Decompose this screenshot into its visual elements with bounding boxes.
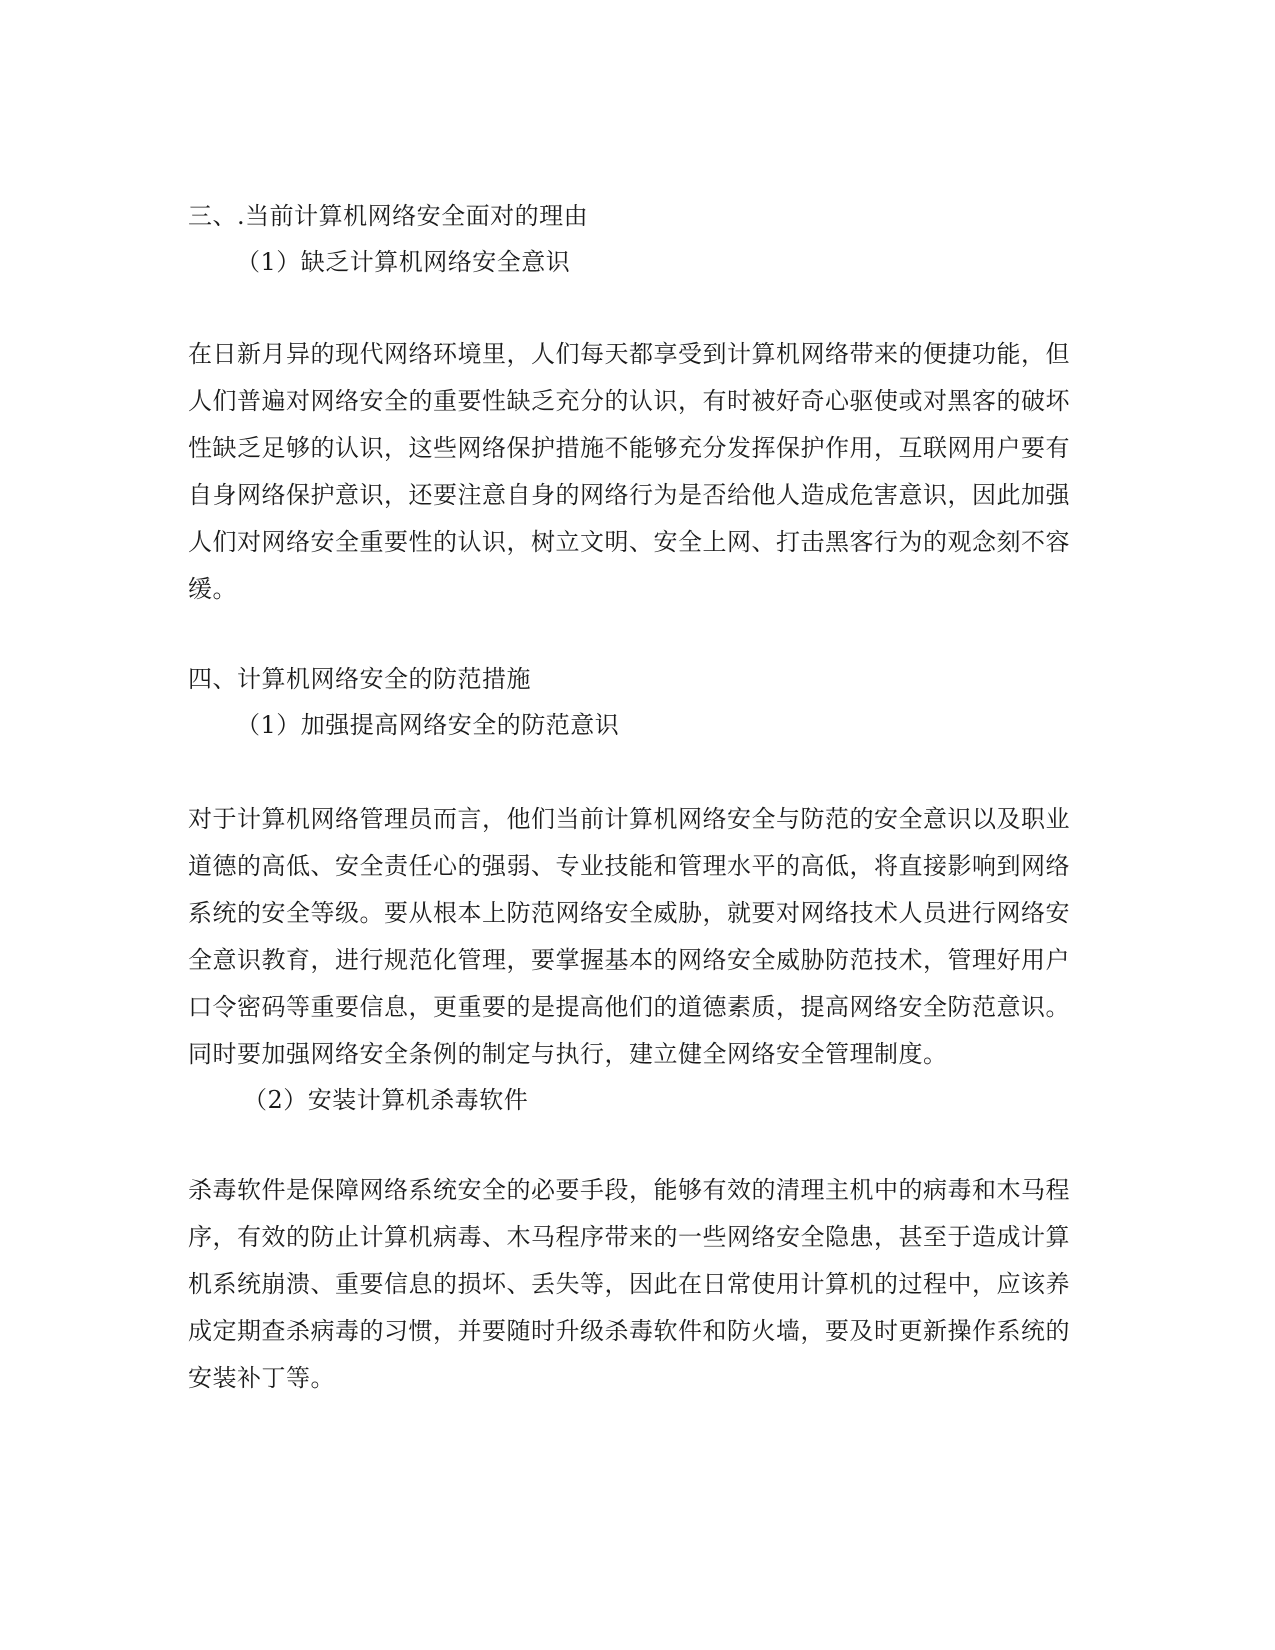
paragraph-line: 自身网络保护意识，还要注意自身的网络行为是否给他人造成危害意识，因此加强 — [188, 481, 1070, 509]
section-3-subheading: （1）缺乏计算机网络安全意识 — [236, 248, 571, 276]
paragraph-line: 全意识教育，进行规范化管理，要掌握基本的网络安全威胁防范技术，管理好用户 — [188, 946, 1070, 974]
paragraph-line: 道德的高低、安全责任心的强弱、专业技能和管理水平的高低，将直接影响到网络 — [188, 852, 1070, 880]
paragraph-line: 成定期查杀病毒的习惯，并要随时升级杀毒软件和防火墙，要及时更新操作系统的 — [188, 1317, 1070, 1345]
section-4-heading: 四、计算机网络安全的防范措施 — [188, 665, 531, 693]
paragraph-line: 在日新月异的现代网络环境里，人们每天都享受到计算机网络带来的便捷功能，但 — [188, 340, 1070, 368]
section-3-heading: 三、.当前计算机网络安全面对的理由 — [188, 202, 589, 230]
paragraph-line: 同时要加强网络安全条例的制定与执行，建立健全网络安全管理制度。 — [188, 1040, 948, 1068]
paragraph-line: 人们对网络安全重要性的认识，树立文明、安全上网、打击黑客行为的观念刻不容 — [188, 528, 1070, 556]
paragraph-line: 安装补丁等。 — [188, 1364, 335, 1392]
paragraph-line: 机系统崩溃、重要信息的损坏、丢失等，因此在日常使用计算机的过程中，应该养 — [188, 1270, 1070, 1298]
paragraph-line: 缓。 — [188, 575, 237, 603]
section-4-subheading-2: （2）安装计算机杀毒软件 — [243, 1086, 529, 1114]
paragraph-line: 杀毒软件是保障网络系统安全的必要手段，能够有效的清理主机中的病毒和木马程 — [188, 1176, 1070, 1204]
section-4-subheading-1: （1）加强提高网络安全的防范意识 — [236, 711, 620, 739]
paragraph-line: 序，有效的防止计算机病毒、木马程序带来的一些网络安全隐患，甚至于造成计算 — [188, 1223, 1070, 1251]
paragraph-line: 人们普遍对网络安全的重要性缺乏充分的认识，有时被好奇心驱使或对黑客的破坏 — [188, 387, 1070, 415]
paragraph-line: 性缺乏足够的认识，这些网络保护措施不能够充分发挥保护作用，互联网用户要有 — [188, 434, 1070, 462]
paragraph-line: 对于计算机网络管理员而言，他们当前计算机网络安全与防范的安全意识以及职业 — [188, 805, 1070, 833]
paragraph-line: 系统的安全等级。要从根本上防范网络安全威胁，就要对网络技术人员进行网络安 — [188, 899, 1070, 927]
paragraph-line: 口令密码等重要信息，更重要的是提高他们的道德素质，提高网络安全防范意识。 — [188, 993, 1070, 1021]
